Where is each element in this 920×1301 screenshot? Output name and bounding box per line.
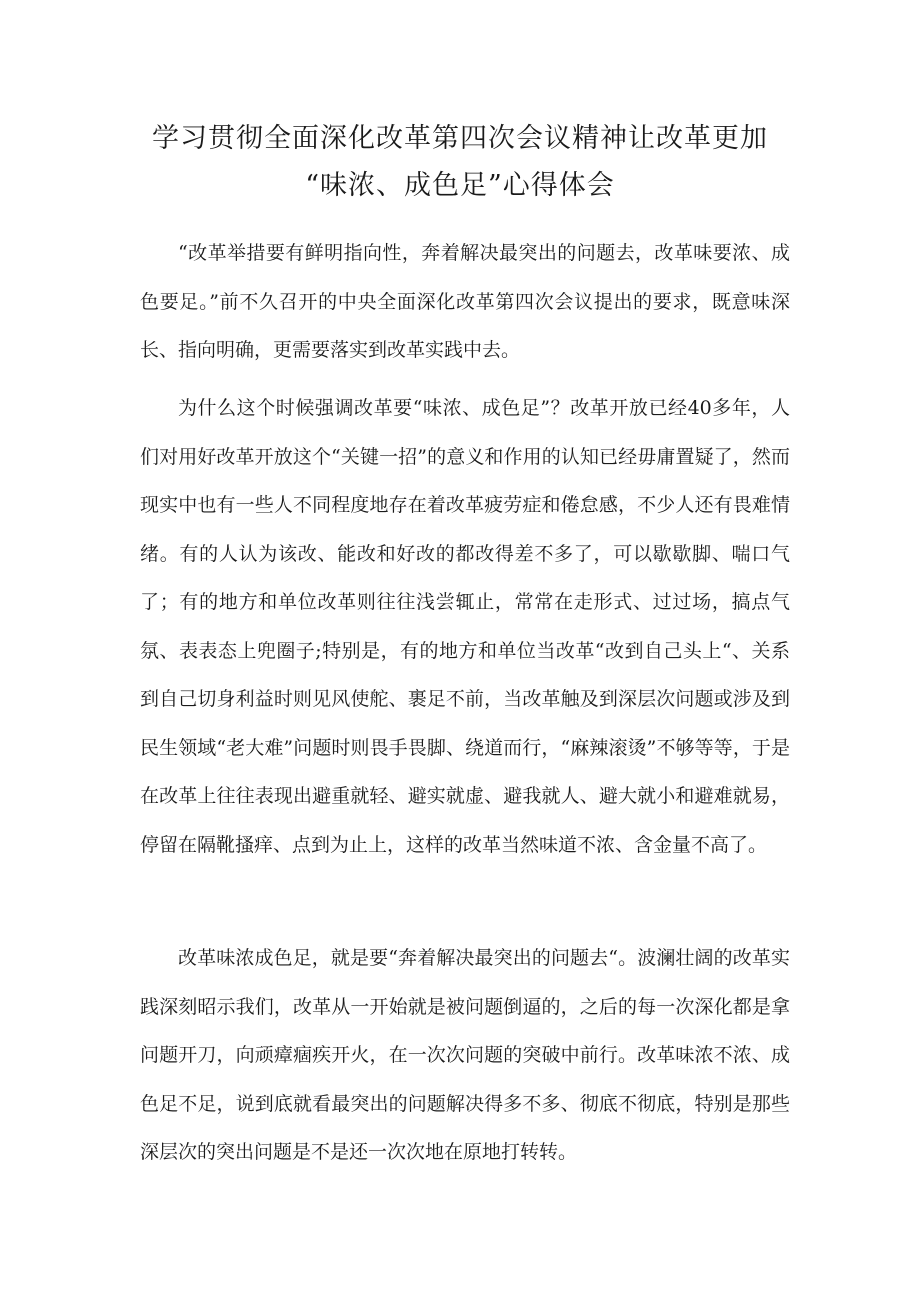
document-title-line-2: “味浓、成色足”心得体会 [305,170,615,201]
document-title-line-1: 学习贯彻全面深化改革第四次会议精神让改革更加 [152,123,768,154]
body-paragraph-3: 改革味浓成色足，就是要“奔着解决最突出的问题去“。波澜壮阔的改革实践深刻昭示我们，改革从一开始就是被问题倒逼的，之后的每一次深化都是拿问题开刀，向顽瘴痼疾开火，在一次次问题的突破中前行。改革味浓不浓、成色足不足，说到底就看最突出的问题解决得多不多、彻底不彻底，特别是那些深层次的突出问题是不是还一次次地在原地打转转。 [140,947,790,1163]
body-paragraph-2: 为什么这个时候强调改革要“味浓、成色足”？改革开放已经40多年，人们对用好改革开放这个“关键一招”的意义和作用的认知已经毋庸置疑了，然而现实中也有一些人不同程度地存在着改革疲劳症和倦怠感，不少人还有畏难情绪。有的人认为该改、能改和好改的都改得差不多了，可以歇歇脚、喘口气了；有的地方和单位改革则往往浅尝辄止，常常在走形式、过过场，搞点气氛、表表态上兜圈子;特别是，有的地方和单位当改革“改到自己头上“、关系到自己切身利益时则见风使舵、裹足不前，当改革触及到深层次问题或涉及到民生领域“老大难”问题时则畏手畏脚、绕道而行，“麻辣滚烫”不够等等，于是在改革上往往表现出避重就轻、避实就虚、避我就人、避大就小和避难就易，停留在隔靴搔痒、点到为止上，这样的改革当然味道不浓、含金量不高了。 [140,397,790,856]
body-paragraph-1: “改革举措要有鲜明指向性，奔着解决最突出的问题去，改革味要浓、成色要足。”前不久召开的中央全面深化改革第四次会议提出的要求，既意味深长、指向明确，更需要落实到改革实践中去。 [140,242,790,361]
